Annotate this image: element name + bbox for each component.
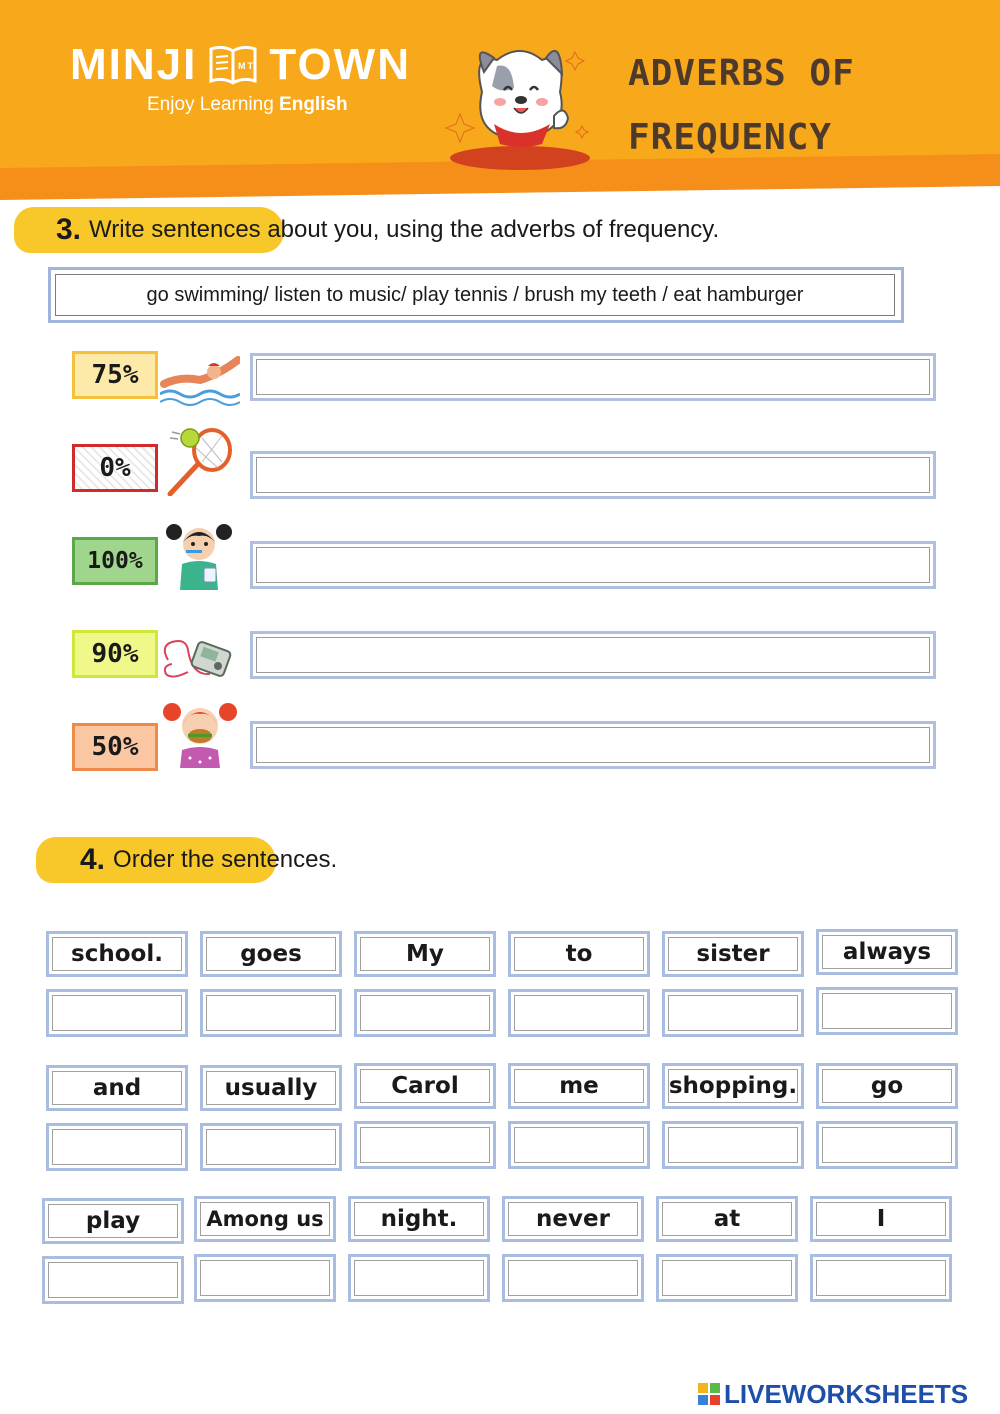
answer-text[interactable]: [256, 727, 930, 763]
word-tile-text: usually: [224, 1075, 318, 1101]
word-tile-text: goes: [240, 941, 302, 967]
word-tile-text: at: [713, 1206, 741, 1232]
word-tile[interactable]: [348, 1196, 490, 1242]
answer-slot[interactable]: [200, 1123, 342, 1171]
word-tile[interactable]: [46, 1065, 188, 1111]
word-tile[interactable]: [502, 1196, 644, 1242]
answer-slot[interactable]: [508, 1121, 650, 1169]
word-tile[interactable]: [354, 1063, 496, 1109]
section-instruction: Order the sentences.: [113, 846, 338, 873]
answer-input-5[interactable]: [250, 721, 936, 769]
swimming-icon: [160, 340, 240, 412]
book-letters: MT: [238, 61, 256, 71]
answer-slot[interactable]: [662, 1121, 804, 1169]
word-tile[interactable]: [816, 1063, 958, 1109]
word-tile-text: sister: [696, 941, 770, 967]
word-bank-text: go swimming/ listen to music/ play tennis / brush my teeth / eat hamburger: [55, 274, 895, 316]
answer-slot[interactable]: [42, 1256, 184, 1304]
brand-tagline: [147, 94, 348, 116]
answer-slot[interactable]: [662, 989, 804, 1037]
answer-slot[interactable]: [502, 1254, 644, 1302]
section-3-heading: [22, 207, 719, 253]
answer-input-4[interactable]: [250, 631, 936, 679]
word-tile[interactable]: [508, 931, 650, 977]
answer-slot[interactable]: [354, 989, 496, 1037]
answer-slot[interactable]: [194, 1254, 336, 1302]
frequency-badge: 100%: [72, 537, 158, 585]
answer-input-3[interactable]: [250, 541, 936, 589]
answer-text[interactable]: [256, 359, 930, 395]
word-tile-text: and: [92, 1075, 142, 1101]
answer-slot[interactable]: [816, 1121, 958, 1169]
frequency-badge: 75%: [72, 351, 158, 399]
dog-mascot-icon: [442, 32, 597, 172]
word-tile-text: night.: [380, 1206, 458, 1232]
word-bank-box: [48, 267, 904, 323]
word-tile-text: play: [85, 1208, 141, 1234]
word-tile[interactable]: [200, 1065, 342, 1111]
section-4-heading: [40, 837, 337, 883]
answer-slot[interactable]: [816, 987, 958, 1035]
answer-slot[interactable]: [508, 989, 650, 1037]
section-instruction: Write sentences about you, using the adverbs of frequency.: [89, 216, 720, 243]
frequency-badge: 90%: [72, 630, 158, 678]
section-number: 3.: [56, 213, 82, 246]
answer-slot[interactable]: [200, 989, 342, 1037]
word-tile[interactable]: [662, 931, 804, 977]
answer-slot[interactable]: [348, 1254, 490, 1302]
word-tile[interactable]: [508, 1063, 650, 1109]
word-tile[interactable]: [816, 929, 958, 975]
brand-logo: [70, 40, 411, 90]
word-tile[interactable]: [656, 1196, 798, 1242]
word-tile-text: never: [536, 1206, 610, 1232]
word-tile-text: me: [559, 1073, 599, 1099]
brand-right: TOWN: [269, 40, 411, 89]
answer-text[interactable]: [256, 547, 930, 583]
answer-input-1[interactable]: [250, 353, 936, 401]
word-tile-text: go: [870, 1073, 904, 1099]
word-tile-text: shopping.: [668, 1073, 798, 1099]
word-tile-text: school.: [71, 941, 163, 967]
answer-slot[interactable]: [656, 1254, 798, 1302]
answer-slot[interactable]: [46, 1123, 188, 1171]
answer-slot[interactable]: [46, 989, 188, 1037]
word-tile-text: Among us: [206, 1207, 324, 1231]
liveworksheets-icon: [698, 1383, 720, 1405]
word-tile-text: Carol: [391, 1073, 459, 1099]
answer-text[interactable]: [256, 457, 930, 493]
liveworksheets-logo[interactable]: [698, 1380, 968, 1408]
tennis-racket-icon: [162, 424, 242, 496]
girl-eating-hamburger-icon: [160, 698, 240, 770]
page-title: [628, 42, 855, 170]
word-tile-text: My: [406, 941, 444, 967]
answer-slot[interactable]: [810, 1254, 952, 1302]
title-line-2: FREQUENCY: [628, 117, 833, 158]
music-player-icon: [158, 620, 238, 692]
word-tile-text: always: [842, 939, 932, 965]
frequency-badge: 50%: [72, 723, 158, 771]
girl-brushing-teeth-icon: [160, 520, 240, 592]
word-tile[interactable]: [194, 1196, 336, 1242]
answer-input-2[interactable]: [250, 451, 936, 499]
answer-text[interactable]: [256, 637, 930, 673]
section-number: 4.: [80, 843, 106, 876]
word-tile[interactable]: [662, 1063, 804, 1109]
word-tile[interactable]: [810, 1196, 952, 1242]
title-line-1: ADVERBS OF: [628, 53, 855, 94]
word-tile-text: I: [876, 1206, 886, 1232]
word-tile-text: to: [565, 941, 593, 967]
answer-slot[interactable]: [354, 1121, 496, 1169]
tagline-prefix: Enjoy Learning: [147, 94, 274, 115]
word-tile[interactable]: [200, 931, 342, 977]
word-tile[interactable]: [354, 931, 496, 977]
tagline-bold: English: [279, 94, 348, 115]
word-tile[interactable]: [46, 931, 188, 977]
liveworksheets-text: LIVEWORKSHEETS: [724, 1378, 969, 1409]
open-book-icon: [207, 43, 259, 87]
brand-left: MINJI: [70, 40, 198, 89]
word-tile[interactable]: [42, 1198, 184, 1244]
frequency-badge: 0%: [72, 444, 158, 492]
